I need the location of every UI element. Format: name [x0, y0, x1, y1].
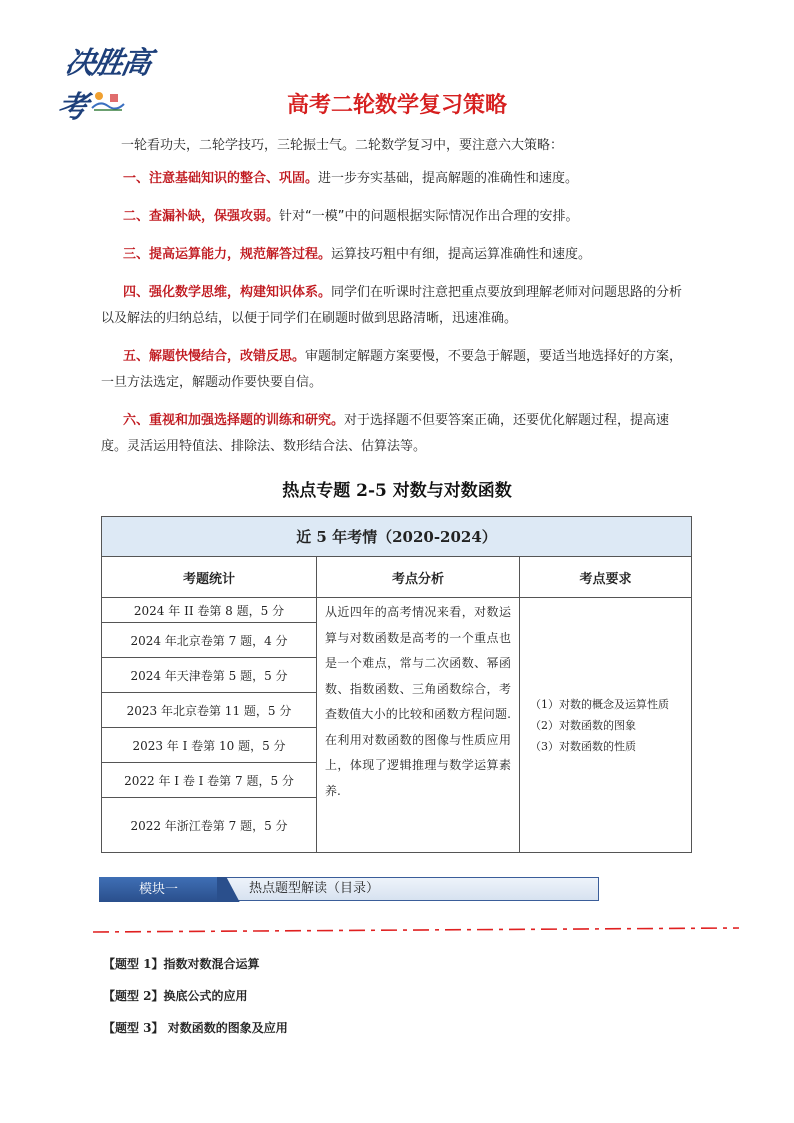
stat-cell: 2023 年 I 卷第 10 题，5 分	[102, 728, 317, 763]
stat-cell: 2024 年天津卷第 5 题，5 分	[102, 658, 317, 693]
logo-text: 决胜高考	[54, 46, 153, 125]
column-header: 考点分析	[317, 557, 520, 598]
strategy-heading: 三、提高运算能力，规范解答过程。	[123, 247, 332, 262]
stat-cell: 2024 年 II 卷第 8 题，5 分	[102, 598, 317, 623]
requirement-item: （2）对数函数的图象	[530, 718, 636, 732]
stat-cell: 2022 年 I 卷 I 卷第 7 题，5 分	[102, 763, 317, 798]
module-title: 热点题型解读（目录）	[217, 877, 599, 901]
strategy-body: 审题制定解题方案要慢，不要急于解题，要适当地选择好的方案，一旦方法选定，解题动作要快要自信。	[101, 349, 683, 390]
strategy-2	[101, 204, 693, 230]
column-header: 考点要求	[520, 557, 692, 598]
dashed-divider	[93, 927, 739, 933]
strategy-heading: 五、解题快慢结合，改错反思。	[123, 349, 306, 364]
question-type-item: 【题型 1】指数对数混合运算	[103, 957, 260, 971]
question-type-item: 【题型 2】换底公式的应用	[103, 989, 248, 1003]
strategy-body: 进一步夯实基础，提高解题的准确性和速度。	[318, 171, 579, 186]
strategy-1	[101, 166, 693, 192]
analysis-cell: 从近四年的高考情况来看，对数运算与对数函数是高考的一个重点也是一个难点，常与二次函数、幂函数、指数函数、三角函数综合，考查数值大小的比较和函数方程问题.在利用对数函数的图像与性质应用上，体现了逻辑推理与数学运算素养.	[317, 598, 520, 853]
module-banner	[99, 877, 599, 902]
strategy-body: 针对“一模”中的问题根据实际情况作出合理的安排。	[279, 209, 579, 224]
strategy-body: 同学们在听课时注意把重点要放到理解老师对问题思路的分析以及解法的归纳总结，以便于同学们在刷题时做到思路清晰，迅速准确。	[101, 285, 683, 326]
strategy-heading: 二、查漏补缺，保强攻弱。	[123, 209, 280, 224]
stat-cell: 2022 年浙江卷第 7 题，5 分	[102, 798, 317, 853]
intro-text: 一轮看功夫，二轮学技巧，三轮振士气。二轮数学复习中，要注意六大策略：	[121, 138, 564, 153]
strategy-3	[101, 242, 693, 268]
requirement-item: （3）对数函数的性质	[530, 739, 636, 753]
strategy-4	[101, 280, 693, 332]
strategy-heading: 一、注意基础知识的整合、巩固。	[123, 171, 319, 186]
strategy-heading: 四、强化数学思维，构建知识体系。	[123, 285, 332, 300]
strategy-6	[101, 408, 693, 460]
strategy-heading: 六、重视和加强选择题的训练和研究。	[123, 413, 345, 428]
page-title: 高考二轮数学复习策略	[286, 93, 507, 118]
table-title: 近 5 年考情（2020-2024）	[102, 517, 692, 557]
requirements-cell	[520, 598, 692, 853]
topic-title: 热点专题 2-5 对数与对数函数	[282, 481, 512, 501]
strategy-body: 运算技巧粗中有细，提高运算准确性和速度。	[331, 247, 592, 262]
strategy-5	[101, 344, 693, 396]
strategy-body: 对于选择题不但要答案正确，还要优化解题过程，提高速度。灵活运用特值法、排除法、数形结合法、估算法等。	[101, 413, 670, 454]
question-type-item: 【题型 3】 对数函数的图象及应用	[103, 1021, 288, 1035]
stat-cell: 2023 年北京卷第 11 题，5 分	[102, 693, 317, 728]
requirement-item: （1）对数的概念及运算性质	[530, 697, 669, 711]
exam-stats-table	[101, 516, 692, 853]
module-label: 模块一	[99, 877, 217, 902]
stat-cell: 2024 年北京卷第 7 题，4 分	[102, 623, 317, 658]
column-header: 考题统计	[102, 557, 317, 598]
